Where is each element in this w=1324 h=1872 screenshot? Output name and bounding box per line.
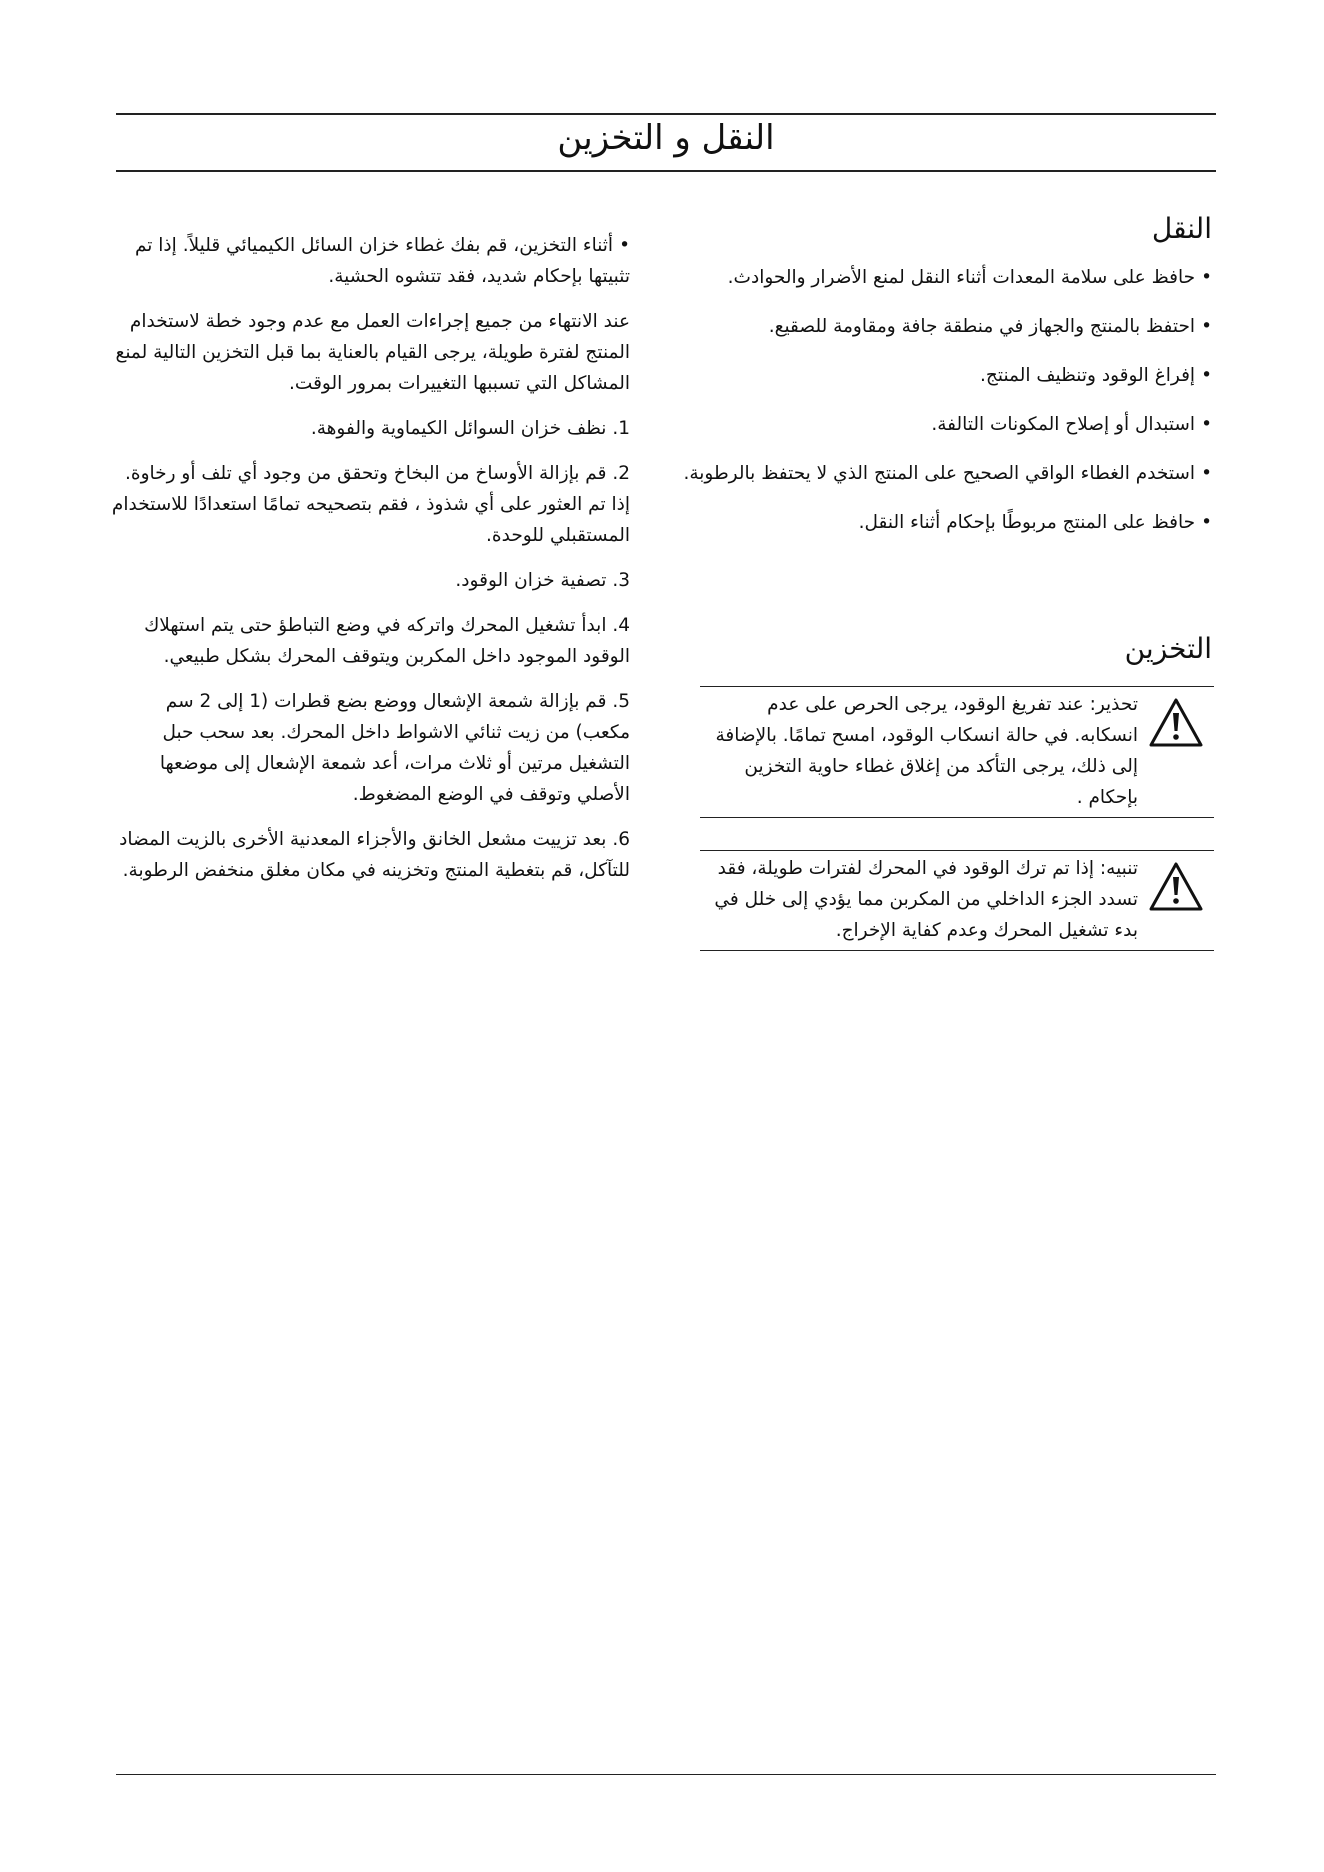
- list-item: •حافظ على المنتج مربوطًا بإحكام أثناء النقل.: [858, 512, 1212, 533]
- caution-text: تنبيه: إذا تم ترك الوقود في المحرك لفترات طويلة، فقد تسدد الجزء الداخلي من المكربن مما يؤدي إلى خلل في بدء تشغيل المحرك وعدم كفاية الإخراج.: [714, 858, 1138, 941]
- storage-bullet: •أثناء التخزين، قم بفك غطاء خزان السائل الكيميائي قليلاً. إذا تم تثبيتها بإحكام شديد، فقد تتشوه الحشية.: [134, 235, 630, 287]
- bullet-icon: •: [1201, 414, 1212, 435]
- storage-step: 5. قم بإزالة شمعة الإشعال ووضع بضع قطرات (1 إلى 2 سم مكعب) من زيت ثنائي الاشواط داخل المحرك. بعد سحب حبل التشغيل مرتين أو ثلاث مرات، أعد شمعة الإشعال إلى موضعها الأصلي وتوقف في الوضع المضغوط.: [159, 691, 630, 805]
- transport-list: [683, 262, 1212, 556]
- bullet-icon: •: [1201, 316, 1212, 337]
- warning-box: [700, 686, 1214, 818]
- bullet-icon: •: [1201, 512, 1212, 533]
- warning-triangle-icon: [1138, 689, 1214, 749]
- list-item: •إفراغ الوقود وتنظيف المنتج.: [980, 365, 1212, 386]
- storage-step: 6. بعد تزييت مشعل الخانق والأجزاء المعدنية الأخرى بالزيت المضاد للتآكل، قم بتغطية المنتج وتخزينه في مكان مغلق منخفض الرطوبة.: [119, 829, 630, 881]
- list-item: •استبدال أو إصلاح المكونات التالفة.: [931, 414, 1212, 435]
- bullet-icon: •: [1201, 463, 1212, 484]
- warning-text: تحذير: عند تفريغ الوقود، يرجى الحرص على عدم انسكابه. في حالة انسكاب الوقود، امسح تمامًا. بالإضافة إلى ذلك، يرجى التأكد من إغلاق غطاء حاوية التخزين بإحكام .: [715, 694, 1138, 808]
- storage-step: 1. نظف خزان السوائل الكيماوية والفوهة.: [310, 418, 630, 439]
- warning-triangle-icon: [1138, 853, 1214, 913]
- transport-heading: النقل: [1151, 212, 1212, 245]
- list-item: •احتفظ بالمنتج والجهاز في منطقة جافة ومقاومة للصقيع.: [768, 316, 1212, 337]
- top-rule: [116, 113, 1216, 115]
- storage-heading: التخزين: [1124, 632, 1212, 665]
- page-title: النقل و التخزين: [557, 118, 775, 158]
- storage-intro: عند الانتهاء من جميع إجراءات العمل مع عدم وجود خطة لاستخدام المنتج لفترة طويلة، يرجى القيام بالعناية بما قبل التخزين التالية لمنع المشاكل التي تسببها التغييرات بمرور الوقت.: [115, 311, 630, 394]
- storage-procedure: [108, 230, 630, 900]
- bullet-icon: •: [619, 235, 630, 256]
- list-item: •استخدم الغطاء الواقي الصحيح على المنتج الذي لا يحتفظ بالرطوبة.: [683, 463, 1212, 484]
- storage-step: 4. ابدأ تشغيل المحرك واتركه في وضع التباطؤ حتى يتم استهلاك الوقود الموجود داخل المكربن ويتوقف المحرك بشكل طبيعي.: [144, 615, 630, 667]
- storage-step: 2. قم بإزالة الأوساخ من البخاخ وتحقق من وجود أي تلف أو رخاوة. إذا تم العثور على أي شذوذ ، فقم بتصحيحه تمامًا استعدادًا للاستخدام المستقبلي للوحدة.: [111, 463, 630, 546]
- bottom-rule: [116, 1774, 1216, 1775]
- title-underline: [116, 170, 1216, 172]
- list-item: •حافظ على سلامة المعدات أثناء النقل لمنع الأضرار والحوادث.: [727, 267, 1212, 288]
- caution-box: [700, 850, 1214, 951]
- bullet-icon: •: [1201, 267, 1212, 288]
- storage-step: 3. تصفية خزان الوقود.: [455, 570, 630, 591]
- bullet-icon: •: [1201, 365, 1212, 386]
